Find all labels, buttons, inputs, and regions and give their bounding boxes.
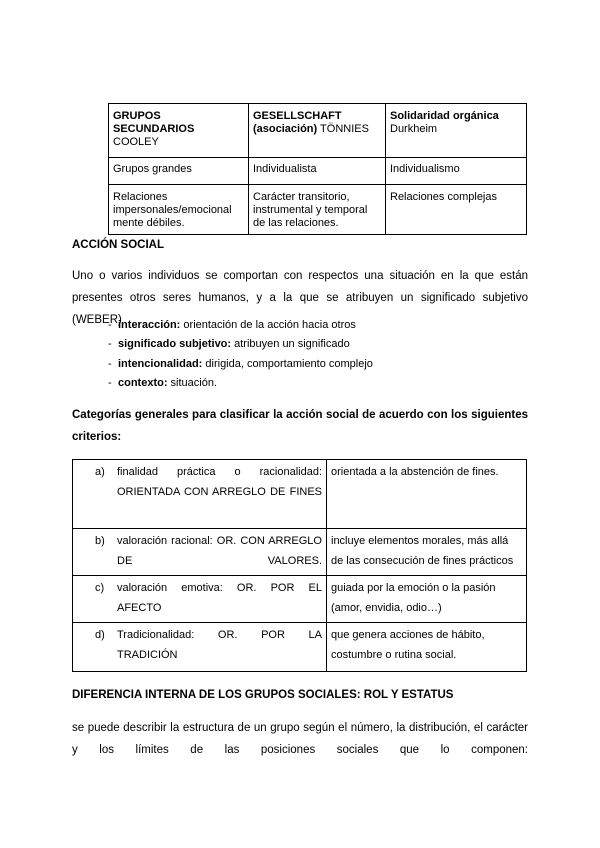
row-letter: d) [95, 629, 105, 641]
category-text: Tradicionalidad: OR. POR LA TRADICIÓN [117, 629, 322, 661]
table-cell [327, 460, 527, 529]
table-header-row [109, 104, 527, 158]
header-author: COOLEY [113, 136, 159, 148]
table-row [109, 158, 527, 185]
bullet-term: interacción: [118, 319, 181, 331]
category-description: que genera acciones de hábito, costumbre o rutina social. [331, 629, 485, 661]
groups-comparison-table [108, 103, 527, 235]
table-cell: Relaciones impersonales/emocional mente débiles. [109, 185, 249, 235]
table-cell: Individualista [249, 158, 386, 185]
table-cell [73, 576, 327, 623]
bullet-list [108, 316, 373, 393]
table-cell [386, 104, 527, 158]
row-letter: c) [95, 582, 105, 594]
table-row [73, 460, 527, 529]
header-bold: GESELLSCHAFT (asociación) [253, 110, 342, 135]
social-action-categories-table [72, 459, 527, 672]
table-cell [249, 104, 386, 158]
row-letter: b) [95, 535, 105, 547]
table-cell: Grupos grandes [109, 158, 249, 185]
table-row [73, 623, 527, 672]
category-text: finalidad práctica o racionalidad: ORIENTADA CON ARREGLO DE FINES [117, 466, 322, 498]
table-cell [327, 529, 527, 576]
list-item [108, 316, 373, 335]
table-row [109, 185, 527, 235]
table-cell [327, 623, 527, 672]
header-author: Durkheim [390, 123, 438, 135]
table-cell: Relaciones complejas [386, 185, 527, 235]
table-row [73, 529, 527, 576]
paragraph: se puede describir la estructura de un grupo según el número, la distribución, el carácter y los límites de las posiciones sociales que lo componen: [72, 722, 528, 756]
section-title: DIFERENCIA INTERNA DE LOS GRUPOS SOCIALES: ROL Y ESTATUS [72, 689, 454, 701]
header-bold: Solidaridad orgánica [390, 110, 499, 122]
category-description: guiada por la emoción o la pasión (amor, envidia, odio…) [331, 582, 496, 614]
category-description: orientada a la abstención de fines. [331, 466, 499, 478]
table-cell [327, 576, 527, 623]
table-cell [73, 529, 327, 576]
bullet-text: orientación de la acción hacia otros [180, 319, 356, 331]
table-row [73, 576, 527, 623]
bullet-text: dirigida, comportamiento complejo [202, 357, 373, 370]
list-item [108, 335, 373, 354]
header-bold: GRUPOS SECUNDARIOS [113, 110, 195, 135]
category-text: valoración emotiva: OR. POR EL AFECTO [117, 582, 322, 614]
table-cell: Carácter transitorio, instrumental y temporal de las relaciones. [249, 185, 386, 235]
table-cell: Individualismo [386, 158, 527, 185]
category-text: valoración racional: OR. CON ARREGLO DE VALORES. [117, 535, 322, 567]
section-title: ACCIÓN SOCIAL [72, 239, 164, 251]
section-title: Categorías generales para clasificar la acción social de acuerdo con los siguientes criterios: [72, 409, 528, 443]
table-cell [73, 460, 327, 529]
header-author: TÖNNIES [320, 123, 369, 135]
paragraph: Uno o varios individuos se comportan con respectos una situación en la que están presentes otros seres humanos, y a la que se atribuyen un significado subjetivo (WEBER) [72, 270, 528, 326]
bullet-text: situación. [167, 376, 218, 389]
list-item [108, 374, 373, 393]
table-cell [109, 104, 249, 158]
bullet-term: intencionalidad: [118, 357, 203, 370]
list-item [108, 355, 373, 374]
category-description: incluye elementos morales, más allá de las consecución de fines prácticos [331, 535, 514, 567]
table-cell [73, 623, 327, 672]
bullet-term: significado subjetivo: [118, 338, 232, 351]
row-letter: a) [95, 466, 105, 478]
bullet-text: atribuyen un significado [231, 338, 350, 351]
bullet-term: contexto: [118, 376, 168, 389]
